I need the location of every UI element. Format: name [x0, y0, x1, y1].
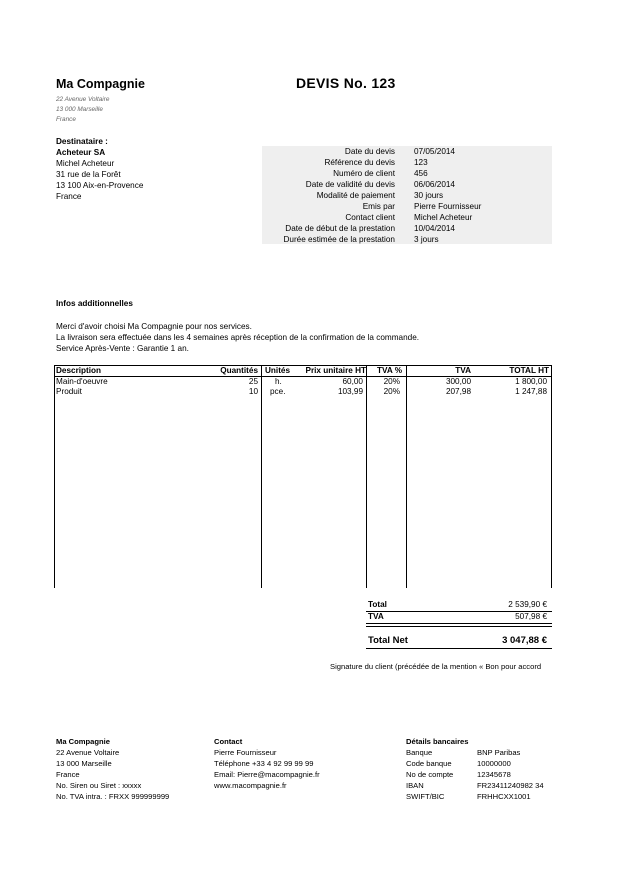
quote-detail-value: 10/04/2014 [414, 224, 455, 233]
recipient-line: 31 rue de la Forêt [56, 170, 121, 179]
column-header-description: Description [56, 366, 102, 375]
footer-company-line: 13 000 Marseille [56, 759, 112, 768]
footer-contact-website[interactable]: www.macompagnie.fr [214, 781, 287, 790]
quote-detail-row [262, 202, 552, 213]
footer-contact-heading: Contact [214, 737, 243, 746]
footer-contact-phone: Téléphone +33 4 92 99 99 99 [214, 759, 314, 768]
footer-bank-label: IBAN [406, 781, 424, 790]
signature-line: Signature du client (précédée de la mention « Bon pour accord [330, 662, 542, 671]
document-title: DEVIS No. 123 [296, 75, 396, 91]
quote-detail-label: Emis par [362, 202, 395, 211]
quote-detail-value: Pierre Fournisseur [414, 202, 482, 211]
quote-detail-row [262, 235, 552, 246]
quote-detail-row [262, 224, 552, 235]
cell-unit: pce. [270, 387, 286, 396]
cell-total: 1 247,88 [515, 387, 547, 396]
footer-bank-heading: Détails bancaires [406, 737, 469, 746]
column-divider [54, 365, 55, 588]
additional-info-line: Service Après-Vente : Garantie 1 an. [56, 344, 189, 353]
totals-double-divider [366, 623, 552, 627]
cell-total: 1 800,00 [515, 377, 547, 386]
footer-bank-value: FRHHCXX1001 [477, 792, 531, 801]
sender-address-line: France [56, 116, 76, 123]
sender-address-line: 13 000 Marseille [56, 106, 103, 113]
recipient-name: Acheteur SA [56, 148, 106, 157]
footer-contact-email[interactable]: Email: Pierre@macompagnie.fr [214, 770, 320, 779]
additional-info-line: La livraison sera effectuée dans les 4 semaines après réception de la confirmation de la commande. [56, 333, 420, 342]
cell-quantity: 10 [248, 387, 258, 396]
column-header-vat: TVA [455, 366, 471, 375]
footer-contact-name: Pierre Fournisseur [214, 748, 277, 757]
total-value: 2 539,90 € [508, 600, 547, 609]
vat-total-value: 507,98 € [515, 612, 547, 621]
footer-bank-value: 10000000 [477, 759, 511, 768]
quote-detail-value: 07/05/2014 [414, 147, 455, 156]
cell-vat: 300,00 [445, 377, 471, 386]
quote-detail-label: Modalité de paiement [316, 191, 395, 200]
quote-detail-row [262, 213, 552, 224]
quote-details-box [262, 146, 552, 244]
line-items-table [54, 365, 552, 588]
quote-detail-row [262, 191, 552, 202]
quote-detail-row [262, 180, 552, 191]
quote-detail-label: Date du devis [344, 147, 395, 156]
quote-detail-label: Date de début de la prestation [285, 224, 395, 233]
quote-detail-label: Numéro de client [333, 169, 395, 178]
column-header-vat-rate: TVA % [376, 366, 402, 375]
total-label: Total [368, 600, 387, 609]
additional-info-line: Merci d'avoir choisi Ma Compagnie pour nos services. [56, 322, 252, 331]
footer-company-line: France [56, 770, 80, 779]
quote-detail-value: 06/06/2014 [414, 180, 455, 189]
net-total-divider [366, 648, 552, 649]
column-divider [261, 365, 262, 588]
column-header-quantity: Quantités [220, 366, 258, 375]
footer-bank-label: No de compte [406, 770, 454, 779]
cell-vat-rate: 20% [383, 377, 400, 386]
quote-detail-row [262, 158, 552, 169]
footer-bank-value: FR23411240982 34 [477, 781, 544, 790]
cell-unit: h. [275, 377, 282, 386]
recipient-line: Michel Acheteur [56, 159, 115, 168]
net-total-label: Total Net [368, 635, 408, 646]
recipient-heading: Destinataire : [56, 137, 108, 146]
cell-description: Main-d'oeuvre [56, 377, 108, 386]
column-header-unit: Unités [265, 366, 291, 375]
quote-detail-value: 30 jours [414, 191, 444, 200]
cell-quantity: 25 [248, 377, 258, 386]
net-total-value: 3 047,88 € [502, 635, 547, 646]
quote-detail-row [262, 169, 552, 180]
column-header-unit-price: Prix unitaire HT [305, 366, 366, 375]
quote-detail-label: Durée estimée de la prestation [283, 235, 395, 244]
footer-company-line: No. TVA intra. : FRXX 999999999 [56, 792, 170, 801]
quote-detail-label: Date de validité du devis [305, 180, 395, 189]
quote-detail-row [262, 147, 552, 158]
table-header [54, 365, 552, 377]
column-header-total: TOTAL HT [509, 366, 549, 375]
cell-description: Produit [56, 387, 82, 396]
cell-unit-price: 103,99 [337, 387, 363, 396]
company-name: Ma Compagnie [56, 77, 145, 91]
footer-company-line: 22 Avenue Voltaire [56, 748, 120, 757]
footer-bank-label: SWIFT/BIC [406, 792, 445, 801]
footer-bank-label: Code banque [406, 759, 452, 768]
footer-company-heading: Ma Compagnie [56, 737, 111, 746]
sender-address-line: 22 Avenue Voltaire [56, 96, 110, 103]
quote-detail-value: 456 [414, 169, 428, 178]
cell-unit-price: 60,00 [342, 377, 363, 386]
footer-company-line: No. Siren ou Siret : xxxxx [56, 781, 142, 790]
cell-vat: 207,98 [445, 387, 471, 396]
vat-total-label: TVA [368, 612, 384, 621]
quote-detail-label: Contact client [345, 213, 395, 222]
quote-detail-value: 123 [414, 158, 428, 167]
footer-bank-value: BNP Paribas [477, 748, 521, 757]
column-divider [366, 365, 367, 588]
cell-vat-rate: 20% [383, 387, 400, 396]
quote-detail-value: 3 jours [414, 235, 439, 244]
footer-bank-value: 12345678 [477, 770, 511, 779]
quote-detail-label: Référence du devis [324, 158, 395, 167]
additional-info-heading: Infos additionnelles [56, 299, 133, 308]
quote-detail-value: Michel Acheteur [414, 213, 473, 222]
column-divider [551, 365, 552, 588]
recipient-line: France [56, 192, 82, 201]
recipient-line: 13 100 Aix-en-Provence [56, 181, 144, 190]
column-divider [406, 365, 407, 588]
footer-bank-label: Banque [406, 748, 433, 757]
